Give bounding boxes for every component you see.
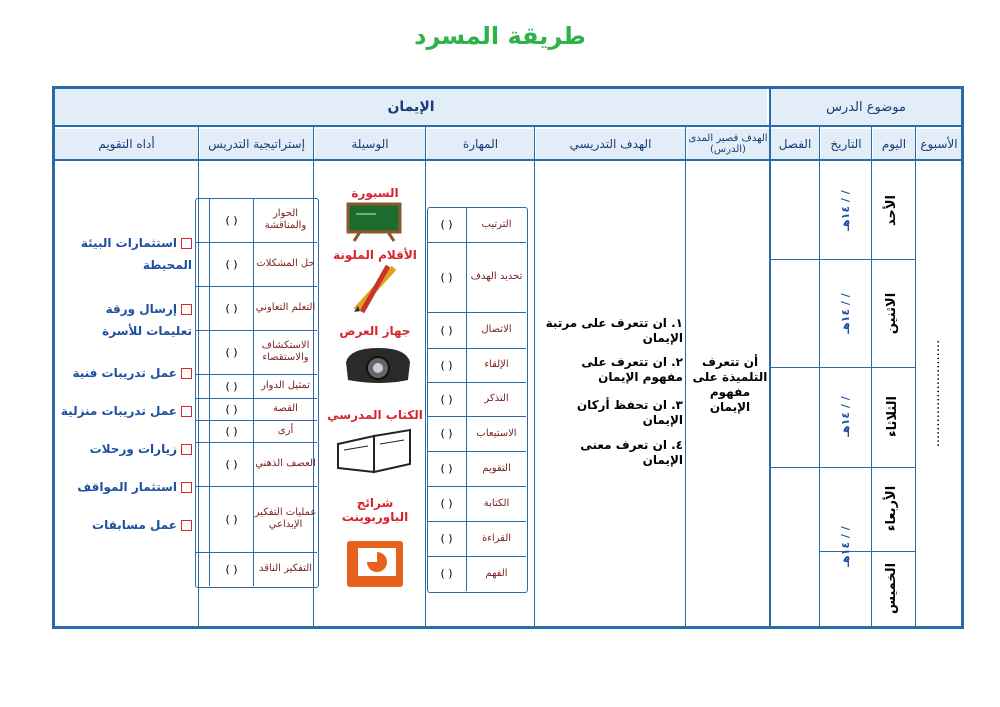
date-wednesday: / / ١٤هـ xyxy=(838,525,852,567)
day-thursday: الخميس xyxy=(884,562,900,614)
skill-checkbox-2[interactable]: ( ) xyxy=(440,270,453,284)
skill-checkbox-8[interactable]: ( ) xyxy=(440,497,453,510)
day-tuesday: الثلاثاء xyxy=(884,395,900,437)
header-tool: الوسيلة xyxy=(315,129,425,159)
skill-5: التذكر xyxy=(484,393,509,404)
skill-4: الإلقاء xyxy=(484,359,509,370)
tool-powerpoint-label: شرائح الباوربوينت xyxy=(341,496,409,524)
strategy-1: الحوار والمناقشة xyxy=(264,208,307,231)
evaluation-list xyxy=(56,232,192,532)
skill-checkbox-9[interactable]: ( ) xyxy=(440,532,453,545)
evaluation-item-6[interactable]: استثمار المواقف xyxy=(56,476,192,498)
checkbox-icon xyxy=(181,368,192,379)
strategy-4: الاستكشاف والاستقصاء xyxy=(261,340,310,363)
header-week: الأسبوع xyxy=(917,129,961,159)
pencils-icon xyxy=(346,264,402,316)
day-sunday: الأحد xyxy=(884,194,900,226)
tool-blackboard-label: السبورة xyxy=(351,186,399,200)
short-goal-text: أن تتعرف التلميذة على مفهوم الإيمان xyxy=(692,355,768,414)
strategy-checkbox-2[interactable]: ( ) xyxy=(225,257,238,271)
skill-checkbox-6[interactable]: ( ) xyxy=(440,427,453,440)
strategy-checkbox-9[interactable]: ( ) xyxy=(225,512,238,526)
checkbox-icon xyxy=(181,304,192,315)
evaluation-item-4[interactable]: عمل تدريبات منزلية xyxy=(56,400,192,422)
date-tuesday: / / ١٤هـ xyxy=(838,395,852,437)
skill-7: التقويم xyxy=(482,462,511,474)
checkbox-icon xyxy=(181,444,192,455)
strategy-2: حل المشكلات xyxy=(256,258,315,269)
tool-colored-pens-label: الأقلام الملونة xyxy=(333,248,417,262)
strategy-checkbox-3[interactable]: ( ) xyxy=(225,301,238,315)
strategy-checkbox-5[interactable]: ( ) xyxy=(225,379,238,393)
lesson-topic-value: الإيمان xyxy=(55,89,767,125)
header-short-goal: الهدف قصير المدى (الدرس) xyxy=(687,129,769,159)
skill-1: الترتيب xyxy=(481,218,512,230)
objective-4: ٤. ان تعرف معنى الإيمان xyxy=(580,438,683,467)
lesson-topic-label: موضوع الدرس xyxy=(771,89,961,125)
date-sunday: / / ١٤هـ xyxy=(838,189,852,231)
week-value: .......................... xyxy=(928,339,944,447)
header-evaluation: أداه التقويم xyxy=(55,129,198,159)
page-title: طريقة المسرد xyxy=(414,22,586,50)
skill-checkbox-3[interactable]: ( ) xyxy=(440,323,453,337)
strategy-3: التعلم التعاوني xyxy=(255,302,316,313)
checkbox-icon xyxy=(181,238,192,249)
evaluation-item-3[interactable]: عمل تدريبات فنية xyxy=(56,362,192,384)
strategy-checkbox-7[interactable]: ( ) xyxy=(225,424,238,438)
strategy-checkbox-10[interactable]: ( ) xyxy=(225,562,238,576)
checkbox-icon xyxy=(181,520,192,531)
skill-checkbox-10[interactable]: ( ) xyxy=(440,567,453,580)
header-class: الفصل xyxy=(771,129,819,159)
header-teaching-goal: الهدف التدريسي xyxy=(536,129,685,159)
strategy-checkbox-8[interactable]: ( ) xyxy=(225,457,238,471)
strategy-10: التفكير الناقد xyxy=(258,563,313,574)
strategy-8: العصف الذهني xyxy=(255,458,316,469)
checkbox-icon xyxy=(181,406,192,417)
skill-10: الفهم xyxy=(485,567,508,579)
book-icon xyxy=(334,426,414,478)
header-strategy: إستراتيجية التدريس xyxy=(200,129,313,159)
header-skill: المهارة xyxy=(427,129,534,159)
skill-checkbox-4[interactable]: ( ) xyxy=(440,358,453,372)
strategy-5: تمثيل الدوار xyxy=(261,380,310,391)
day-wednesday: الأربعاء xyxy=(884,485,900,531)
skill-9: القراءة xyxy=(481,532,512,544)
skill-checkbox-1[interactable]: ( ) xyxy=(440,218,453,231)
tool-projector-label: جهاز العرض xyxy=(339,324,411,338)
strategy-checkbox-1[interactable]: ( ) xyxy=(225,213,238,227)
evaluation-item-1[interactable]: استثمارات البيئة المحيطة xyxy=(80,236,192,272)
skill-6: الاستيعاب xyxy=(476,427,517,439)
strategy-checkbox-6[interactable]: ( ) xyxy=(225,402,238,416)
skill-checkbox-5[interactable]: ( ) xyxy=(440,392,453,406)
tool-textbook-label: الكتاب المدرسي xyxy=(327,408,423,422)
checkbox-icon xyxy=(181,482,192,493)
strategy-checkbox-4[interactable]: ( ) xyxy=(225,345,238,359)
evaluation-item-7[interactable]: عمل مسابقات xyxy=(56,514,192,536)
skill-2: تحديد الهدف xyxy=(470,271,523,282)
skill-8: الكتابة xyxy=(483,497,510,509)
day-monday: الاثنين xyxy=(884,292,900,334)
objective-1: ١. ان تتعرف على مرتبة الإيمان xyxy=(545,316,683,345)
date-monday: / / ١٤هـ xyxy=(838,292,852,334)
powerpoint-icon xyxy=(344,536,406,592)
evaluation-item-2[interactable]: إرسال ورقة تعليمات للأسرة xyxy=(102,302,192,338)
objective-3: ٣. ان تحفظ أركان الإيمان xyxy=(576,398,683,427)
skill-3: الاتصال xyxy=(481,324,512,335)
strategy-9: عمليات التفكير الإبداعي xyxy=(254,507,317,530)
strategy-6: القصة xyxy=(273,403,298,414)
projector-icon xyxy=(340,340,416,390)
header-day: اليوم xyxy=(873,129,915,159)
evaluation-item-5[interactable]: زيارات ورحلات xyxy=(56,438,192,460)
blackboard-icon xyxy=(346,202,402,242)
header-date: التاريخ xyxy=(821,129,871,159)
strategy-7: أرى xyxy=(277,425,294,436)
objective-2: ٢. ان تتعرف على مفهوم الإيمان xyxy=(581,355,683,384)
skill-checkbox-7[interactable]: ( ) xyxy=(440,462,453,475)
